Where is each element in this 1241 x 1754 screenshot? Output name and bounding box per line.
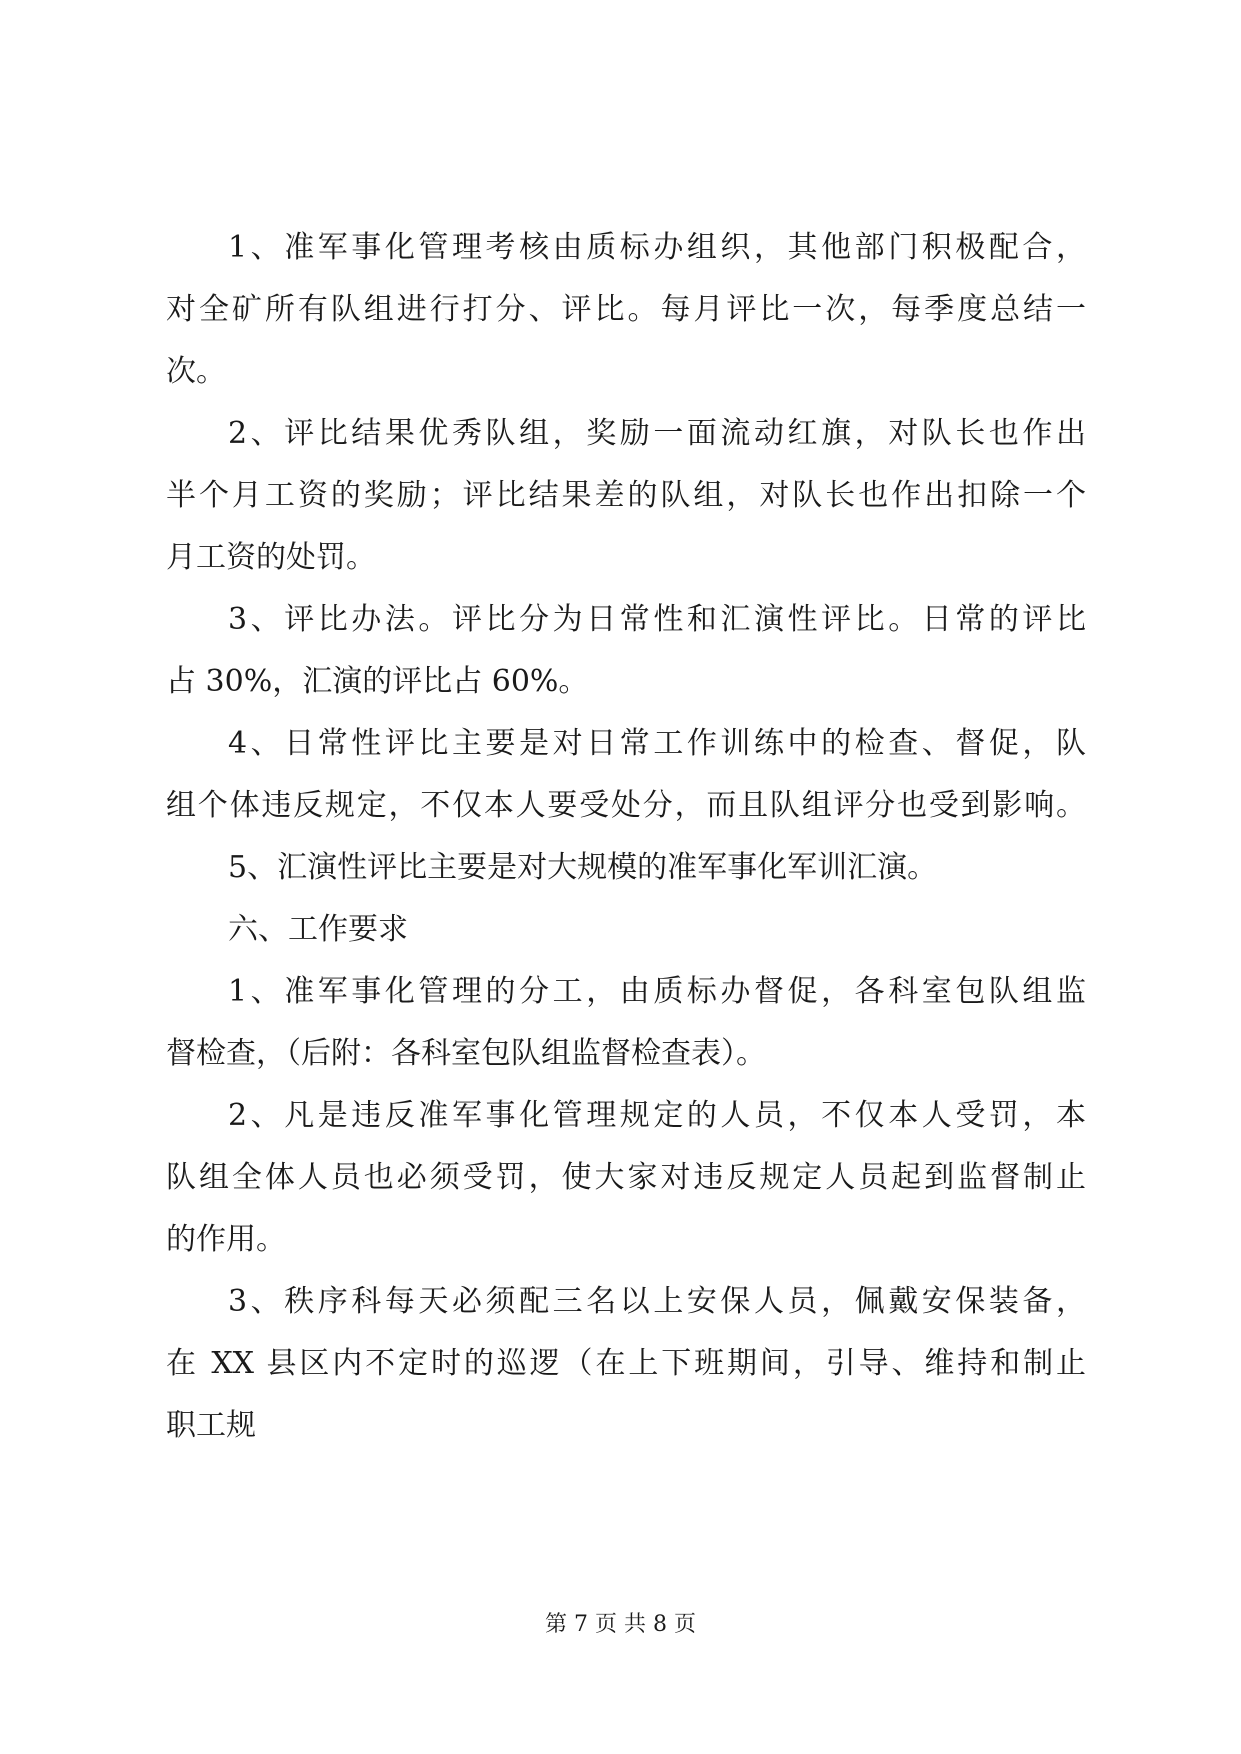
text-line: 职工规 (166, 1408, 256, 1443)
text-line: 督检查，（后附：各科室包队组监督检查表）。 (166, 1036, 766, 1071)
page-number-footer: 第 7 页 共 8 页 (545, 1612, 696, 1637)
text-line: 1、准军事化管理考核由质标办组织，其他部门积极配合， (228, 230, 1086, 265)
text-line: 半个月工资的奖励；评比结果差的队组，对队长也作出扣除一个 (166, 478, 1086, 513)
text-line: 组个体违反规定，不仅本人要受处分，而且队组评分也受到影响。 (166, 788, 1086, 823)
text-line: 在 XX 县区内不定时的巡逻（在上下班期间，引导、维持和制止 (166, 1346, 1086, 1381)
text-line: 5、汇演性评比主要是对大规模的准军事化军训汇演。 (228, 850, 938, 885)
text-line: 4、日常性评比主要是对日常工作训练中的检查、督促，队 (228, 726, 1086, 761)
text-line: 1、准军事化管理的分工，由质标办督促，各科室包队组监 (228, 974, 1086, 1009)
text-line: 月工资的处罚。 (166, 540, 376, 575)
text-line: 次。 (166, 354, 226, 389)
text-line: 2、凡是违反准军事化管理规定的人员，不仅本人受罚，本 (228, 1098, 1086, 1133)
text-line: 3、秩序科每天必须配三名以上安保人员，佩戴安保装备， (228, 1284, 1086, 1319)
text-line: 队组全体人员也必须受罚，使大家对违反规定人员起到监督制止 (166, 1160, 1086, 1195)
section-heading: 六、工作要求 (228, 912, 408, 947)
text-line: 3、评比办法。评比分为日常性和汇演性评比。日常的评比 (228, 602, 1086, 637)
text-line: 占 30%，汇演的评比占 60%。 (166, 664, 589, 699)
text-line: 对全矿所有队组进行打分、评比。每月评比一次，每季度总结一 (166, 292, 1086, 327)
text-line: 2、评比结果优秀队组，奖励一面流动红旗，对队长也作出 (228, 416, 1086, 451)
text-line: 的作用。 (166, 1222, 286, 1257)
